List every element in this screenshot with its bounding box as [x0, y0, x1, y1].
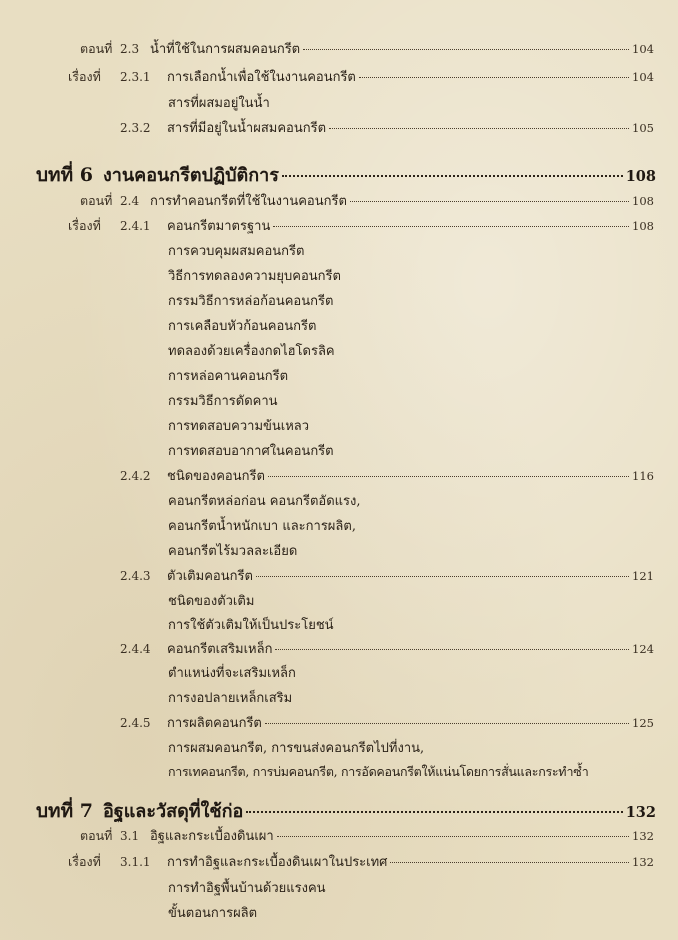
toc-entry-2-3-1[interactable] [68, 66, 654, 87]
toc-entry-2-4-3[interactable] [120, 565, 654, 586]
entry-number: 2.4.3 [120, 569, 151, 583]
entry-number: 2.3.2 [120, 121, 151, 135]
sub-topic: ขั้นตอนการผลิต [168, 906, 258, 921]
sub-topic: คอนกรีตน้ำหนักเบา และการผลิต, [168, 519, 356, 534]
page-number: 108 [632, 219, 654, 233]
dot-leader [329, 128, 629, 129]
page-number: 132 [625, 804, 656, 821]
page-number: 116 [632, 469, 654, 483]
sub-topic: การทดสอบความข้นเหลว [168, 419, 310, 434]
sub-topic: การทำอิฐพื้นบ้านด้วยแรงคน [168, 881, 326, 896]
dot-leader [265, 723, 629, 724]
entry-number: 2.3.1 [120, 70, 151, 84]
entry-label: เรื่องที่ [68, 854, 101, 869]
entry-title: อิฐและกระเบื้องดินเผา [150, 829, 274, 844]
page-number: 121 [632, 569, 654, 583]
toc-entry-2-3-2[interactable] [120, 117, 654, 138]
sub-topic: กรรมวิธีการหล่อก้อนคอนกรีต [168, 294, 334, 309]
entry-number: 2.4 [120, 194, 140, 208]
dot-leader [359, 77, 629, 78]
toc-entry-2-3[interactable] [80, 38, 654, 59]
toc-entry-3-1-1[interactable] [68, 851, 654, 872]
entry-title: การเลือกน้ำเพื่อใช้ในงานคอนกรีต [167, 70, 356, 85]
sub-topic: การงอปลายเหล็กเสริม [168, 691, 293, 706]
dot-leader [350, 201, 629, 202]
entry-label: เรื่องที่ [68, 218, 101, 233]
page-number: 104 [632, 42, 654, 56]
sub-topic: สารที่ผสมอยู่ในน้ำ [168, 96, 270, 111]
toc-chapter-7[interactable] [36, 796, 656, 826]
dot-leader [282, 175, 623, 177]
page-number: 132 [632, 855, 654, 869]
entry-title: การทำอิฐและกระเบื้องดินเผาในประเทศ [167, 855, 388, 870]
entry-label: เรื่องที่ [68, 69, 101, 84]
sub-topic: การผสมคอนกรีต, การขนส่งคอนกรีตไปที่งาน, [168, 741, 425, 756]
dot-leader [275, 649, 629, 650]
chapter-title: อิฐและวัสดุที่ใช้ก่อ [102, 801, 244, 822]
sub-topic: กรรมวิธีการดัดคาน [168, 394, 278, 409]
entry-label: ตอนที่ [80, 193, 113, 208]
entry-number: 3.1.1 [120, 855, 151, 869]
entry-number: 2.4.2 [120, 469, 151, 483]
page-number: 105 [632, 121, 654, 135]
sub-topic: การเทคอนกรีต, การบ่มคอนกรีต, การอัดคอนกรีตให้แน่นโดยการสั่นและกระทำซ้ำ [168, 764, 589, 779]
entry-title: คอนกรีตเสริมเหล็ก [167, 642, 273, 657]
entry-number: 2.4.4 [120, 642, 151, 656]
sub-topic: การใช้ตัวเติมให้เป็นประโยชน์ [168, 618, 334, 633]
toc-entry-2-4[interactable] [80, 190, 654, 211]
sub-topic: คอนกรีตไร้มวลละเอียด [168, 544, 298, 559]
sub-topic: วิธีการทดลองความยุบคอนกรีต [168, 269, 341, 284]
sub-topic: ทดลองด้วยเครื่องกดไฮโดรลิค [168, 344, 335, 359]
toc-entry-3-1[interactable] [80, 825, 654, 846]
dot-leader [268, 476, 629, 477]
page-number: 104 [632, 70, 654, 84]
chapter-number: บทที่ 6 [36, 164, 93, 186]
sub-topic: การควบคุมผสมคอนกรีต [168, 244, 305, 259]
entry-title: การผลิตคอนกรีต [167, 716, 262, 731]
sub-topic: ชนิดของตัวเติม [168, 594, 255, 609]
entry-number: 3.1 [120, 829, 140, 843]
toc-entry-2-4-2[interactable] [120, 465, 654, 486]
sub-topic: คอนกรีตหล่อก่อน คอนกรีตอัดแรง, [168, 494, 361, 509]
toc-chapter-6[interactable] [36, 160, 656, 190]
page-number: 108 [632, 194, 654, 208]
entry-number: 2.4.5 [120, 716, 151, 730]
dot-leader [246, 811, 622, 813]
toc-entry-2-4-4[interactable] [120, 638, 654, 659]
entry-title: น้ำที่ใช้ในการผสมคอนกรีต [150, 42, 301, 57]
sub-topic: การทดสอบอากาศในคอนกรีต [168, 444, 334, 459]
dot-leader [277, 836, 629, 837]
page-number: 124 [632, 642, 654, 656]
page-number: 108 [625, 168, 656, 185]
dot-leader [273, 226, 629, 227]
chapter-title: งานคอนกรีตปฏิบัติการ [102, 165, 279, 186]
entry-title: สารที่มีอยู่ในน้ำผสมคอนกรีต [167, 121, 327, 136]
page-number: 132 [632, 829, 654, 843]
toc-entry-2-4-1[interactable] [68, 215, 654, 236]
entry-label: ตอนที่ [80, 828, 113, 843]
entry-number: 2.4.1 [120, 219, 151, 233]
entry-title: ตัวเติมคอนกรีต [167, 569, 253, 584]
page-number: 125 [632, 716, 654, 730]
dot-leader [256, 576, 629, 577]
sub-topic: การเคลือบหัวก้อนคอนกรีต [168, 319, 317, 334]
entry-title: การทำคอนกรีตที่ใช้ในงานคอนกรีต [150, 194, 347, 209]
chapter-number: บทที่ 7 [36, 800, 93, 822]
sub-topic: ตำแหน่งที่จะเสริมเหล็ก [168, 666, 296, 681]
entry-number: 2.3 [120, 42, 140, 56]
entry-title: ชนิดของคอนกรีต [167, 469, 265, 484]
toc-entry-2-4-5[interactable] [120, 712, 654, 733]
sub-topic: การหล่อคานคอนกรีต [168, 369, 289, 384]
dot-leader [390, 862, 629, 863]
dot-leader [303, 49, 629, 50]
entry-label: ตอนที่ [80, 41, 113, 56]
entry-title: คอนกรีตมาตรฐาน [167, 219, 271, 234]
